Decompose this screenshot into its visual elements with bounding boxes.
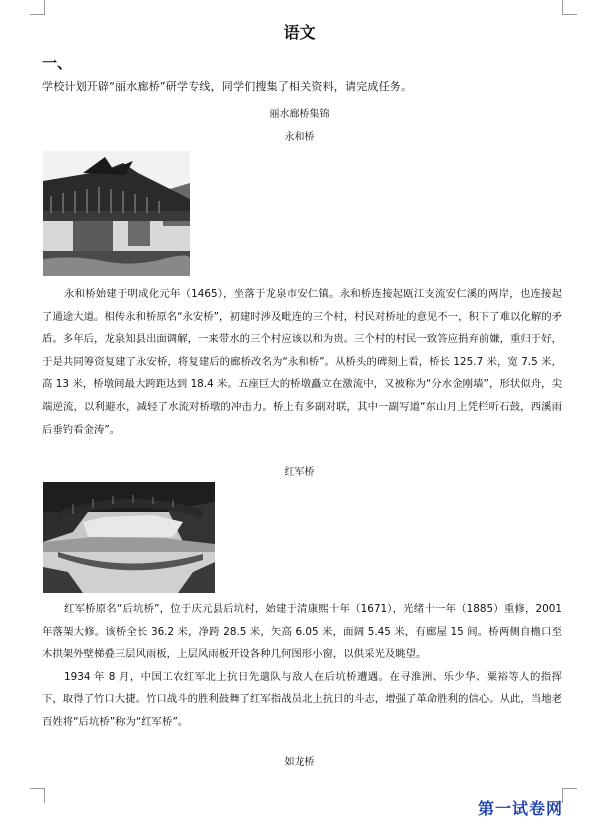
bridge-heading-rulong: 如龙桥 bbox=[284, 757, 315, 768]
watermark-logo: 第一试卷网 bbox=[478, 799, 564, 818]
arch-bridge-photo bbox=[43, 482, 215, 593]
page-corner-mark bbox=[562, 788, 577, 803]
hongjun-paragraphs bbox=[42, 598, 562, 734]
bridge-heading-hongjun: 红军桥 bbox=[284, 467, 315, 478]
collection-title: 丽水廊桥集锦 bbox=[269, 109, 330, 120]
bridge-heading-yonghe: 永和桥 bbox=[284, 132, 315, 143]
yonghe-paragraph bbox=[42, 283, 562, 441]
hongjun-text-1: 红军桥原名“后坑桥”，位于庆元县后坑村，始建于清康熙十年（1671），光绪十一年（1885）重修，2001 年落架大修。该桥全长 36.2 米，净跨 28.5 米，矢高 6.05 米，面阔 5.45 米，有廊屋 15 间。桥两侧自檐口至木拱架外壁梯叠三层风雨板，上层风雨板开设各种几何图形小窗，以供采光及眺望。 bbox=[42, 603, 562, 661]
task-intro: 学校计划开辟“丽水廊桥”研学专线，同学们搜集了相关资料，请完成任务。 bbox=[42, 80, 413, 93]
page-corner-mark bbox=[30, 0, 45, 15]
section-number: 一、 bbox=[42, 54, 73, 72]
page-corner-mark bbox=[30, 788, 45, 803]
page-corner-mark bbox=[562, 0, 577, 15]
yonghe-text: 永和桥始建于明成化元年（1465），坐落于龙泉市安仁镇。永和桥连接起瓯江支流安仁溪的两岸，也连接起了通途大道。相传永和桥原名“永安桥”，初建时涉及毗连的三个村，村民对桥址的意见不一，积下了难以化解的矛盾。多年后，龙泉知县出面调解，一来带水的三个村应该以和为贵。三个村的村民一致答应捐弃前嫌，重归于好，于是共同筹资复建了永安桥，将复建后的廊桥改名为“永和桥”。从桥头的碑刻上看，桥长 125.7 米，宽 7.5 米，高 13 米，桥墩间最大跨距达到 18.4 米。五座巨大的桥墩矗立在激流中，又被称为“分水金刚墙”，形状似舟，尖端逆流，以利避水，减轻了水流对桥墩的冲击力。桥上有多副对联，其中一副写道“东山月上凭栏听石鼓，西溪雨后垂钓看金涛”。 bbox=[42, 288, 562, 436]
page-title: 语文 bbox=[283, 23, 316, 42]
covered-bridge-photo bbox=[43, 151, 190, 276]
hongjun-text-2: 1934 年 8 月，中国工农红军北上抗日先遣队与敌人在后坑桥遭遇。在寻淮洲、乐少华、粟裕等人的指挥下，取得了竹口大捷。竹口战斗的胜利鼓舞了红军指战员北上抗日的斗志，增强了革命胜利的信心。从此，当地老百姓将“后坑桥”称为“红军桥”。 bbox=[42, 670, 562, 728]
